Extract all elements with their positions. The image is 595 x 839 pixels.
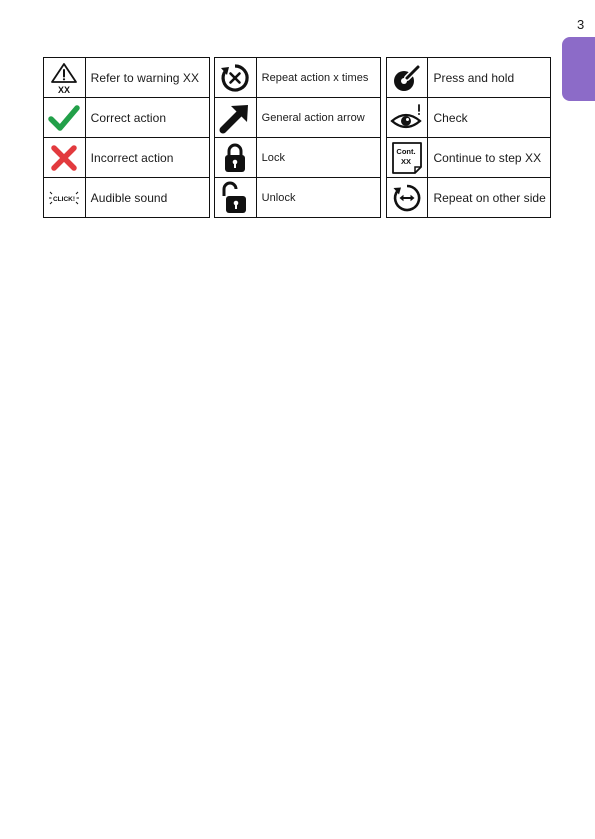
press-hold-icon: [391, 62, 423, 94]
legend-label: Continue to step XX: [428, 138, 551, 178]
legend-row: [44, 98, 210, 138]
legend-label: Correct action: [85, 98, 209, 138]
legend-label: General action arrow: [256, 98, 380, 138]
legend-row: [387, 58, 551, 98]
legend-row: [44, 178, 210, 218]
legend-row: [215, 178, 381, 218]
legend-label: Repeat on other side: [428, 178, 551, 218]
continue-icon-text-2: XX: [401, 156, 412, 166]
repeat-x-icon: [219, 62, 251, 94]
legend-row: [387, 98, 551, 138]
unlock-icon: [221, 180, 249, 216]
legend-row: [215, 98, 381, 138]
continue-step-icon: [390, 140, 424, 176]
legend-row: [215, 58, 381, 98]
lock-icon: [222, 141, 248, 175]
legend-row: [387, 178, 551, 218]
page-number: 3: [577, 17, 585, 32]
legend-label: Press and hold: [428, 58, 551, 98]
legend-label: Refer to warning XX: [85, 58, 209, 98]
legend-label: Repeat action x times: [256, 58, 380, 98]
cross-icon: [49, 143, 79, 173]
section-tab: [562, 37, 595, 101]
legend-label: Incorrect action: [85, 138, 209, 178]
repeat-other-side-icon: [391, 182, 423, 214]
legend-row: [44, 58, 210, 98]
legend-table-2: [214, 57, 381, 218]
legend-label: Lock: [256, 138, 380, 178]
checkmark-icon: [47, 103, 81, 133]
click-sound-icon: [46, 185, 82, 211]
legend-table-1: [43, 57, 210, 218]
continue-icon-text-1: Cont.: [396, 146, 416, 156]
legend-label: Audible sound: [85, 178, 209, 218]
legend-label: Check: [428, 98, 551, 138]
legend-row: [44, 138, 210, 178]
legend-label: Unlock: [256, 178, 380, 218]
arrow-icon: [218, 101, 252, 135]
click-icon-text: CLICK!: [53, 195, 76, 203]
warning-icon-text: XX: [58, 84, 71, 95]
warning-triangle-icon: [47, 61, 81, 95]
eye-check-icon: [389, 102, 425, 134]
legend-row: [387, 138, 551, 178]
legend-table-3: [386, 57, 551, 218]
legend-row: [215, 138, 381, 178]
